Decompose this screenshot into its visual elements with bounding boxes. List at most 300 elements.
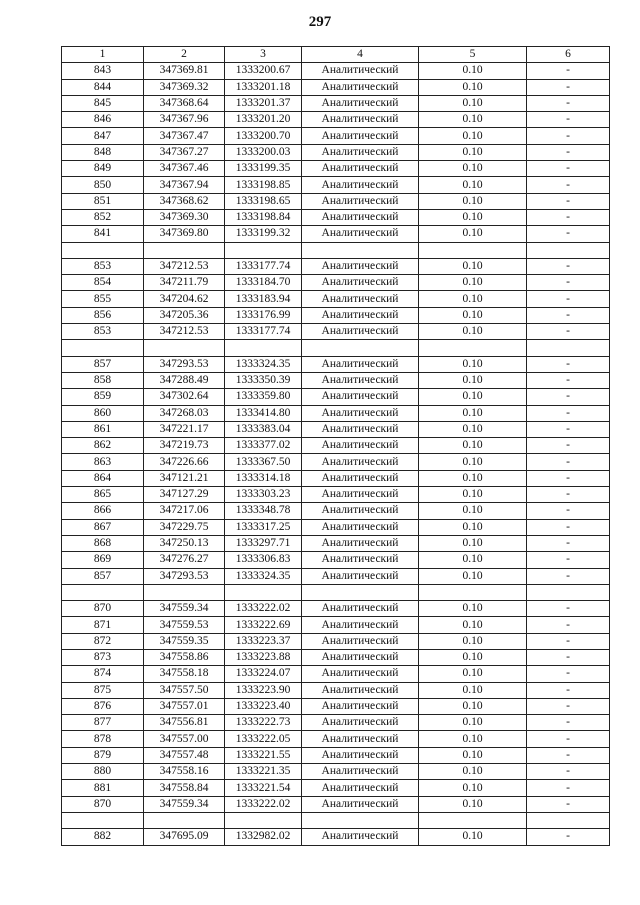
accuracy-cell: 0.10	[419, 291, 527, 307]
note-cell: -	[527, 128, 610, 144]
note-cell: -	[527, 112, 610, 128]
separator-row	[62, 812, 610, 828]
table-row	[62, 698, 610, 714]
column-header-6: 6	[527, 47, 610, 63]
table-row	[62, 112, 610, 128]
x-coordinate-cell: 347288.49	[144, 372, 225, 388]
x-coordinate-cell: 347558.86	[144, 649, 225, 665]
x-coordinate-cell: 347556.81	[144, 715, 225, 731]
table-row	[62, 535, 610, 551]
y-coordinate-cell: 1333201.20	[225, 112, 302, 128]
note-cell: -	[527, 177, 610, 193]
empty-cell	[144, 584, 225, 600]
note-cell: -	[527, 780, 610, 796]
table-row	[62, 715, 610, 731]
x-coordinate-cell: 347369.30	[144, 209, 225, 225]
note-cell: -	[527, 649, 610, 665]
point-number-cell: 853	[62, 258, 144, 274]
accuracy-cell: 0.10	[419, 128, 527, 144]
x-coordinate-cell: 347250.13	[144, 535, 225, 551]
empty-cell	[225, 242, 302, 258]
point-number-cell: 866	[62, 503, 144, 519]
note-cell: -	[527, 601, 610, 617]
accuracy-cell: 0.10	[419, 63, 527, 79]
accuracy-cell: 0.10	[419, 780, 527, 796]
column-header-2: 2	[144, 47, 225, 63]
table-row	[62, 780, 610, 796]
table-row	[62, 258, 610, 274]
accuracy-cell: 0.10	[419, 535, 527, 551]
note-cell: -	[527, 503, 610, 519]
note-cell: -	[527, 63, 610, 79]
point-number-cell: 870	[62, 601, 144, 617]
point-number-cell: 849	[62, 161, 144, 177]
point-number-cell: 857	[62, 356, 144, 372]
point-number-cell: 851	[62, 193, 144, 209]
y-coordinate-cell: 1333199.32	[225, 226, 302, 242]
accuracy-cell: 0.10	[419, 601, 527, 617]
table-row	[62, 503, 610, 519]
empty-cell	[225, 812, 302, 828]
y-coordinate-cell: 1333200.67	[225, 63, 302, 79]
method-cell: Аналитический	[302, 193, 419, 209]
point-number-cell: 876	[62, 698, 144, 714]
y-coordinate-cell: 1333224.07	[225, 666, 302, 682]
accuracy-cell: 0.10	[419, 405, 527, 421]
note-cell: -	[527, 764, 610, 780]
point-number-cell: 868	[62, 535, 144, 551]
accuracy-cell: 0.10	[419, 177, 527, 193]
empty-cell	[62, 584, 144, 600]
table-row	[62, 356, 610, 372]
y-coordinate-cell: 1333314.18	[225, 470, 302, 486]
y-coordinate-cell: 1333324.35	[225, 356, 302, 372]
method-cell: Аналитический	[302, 226, 419, 242]
accuracy-cell: 0.10	[419, 389, 527, 405]
method-cell: Аналитический	[302, 161, 419, 177]
table-row	[62, 666, 610, 682]
point-number-cell: 855	[62, 291, 144, 307]
method-cell: Аналитический	[302, 405, 419, 421]
note-cell: -	[527, 535, 610, 551]
point-number-cell: 879	[62, 747, 144, 763]
x-coordinate-cell: 347695.09	[144, 829, 225, 845]
y-coordinate-cell: 1333377.02	[225, 438, 302, 454]
method-cell: Аналитический	[302, 666, 419, 682]
x-coordinate-cell: 347268.03	[144, 405, 225, 421]
method-cell: Аналитический	[302, 829, 419, 845]
empty-cell	[302, 242, 419, 258]
point-number-cell: 870	[62, 796, 144, 812]
empty-cell	[302, 812, 419, 828]
accuracy-cell: 0.10	[419, 617, 527, 633]
table-row	[62, 307, 610, 323]
note-cell: -	[527, 275, 610, 291]
accuracy-cell: 0.10	[419, 552, 527, 568]
y-coordinate-cell: 1333348.78	[225, 503, 302, 519]
x-coordinate-cell: 347211.79	[144, 275, 225, 291]
accuracy-cell: 0.10	[419, 79, 527, 95]
x-coordinate-cell: 347369.32	[144, 79, 225, 95]
method-cell: Аналитический	[302, 487, 419, 503]
x-coordinate-cell: 347293.53	[144, 356, 225, 372]
accuracy-cell: 0.10	[419, 796, 527, 812]
y-coordinate-cell: 1333222.02	[225, 796, 302, 812]
x-coordinate-cell: 347559.53	[144, 617, 225, 633]
table-row	[62, 682, 610, 698]
accuracy-cell: 0.10	[419, 568, 527, 584]
table-row	[62, 438, 610, 454]
x-coordinate-cell: 347127.29	[144, 487, 225, 503]
empty-cell	[527, 340, 610, 356]
point-number-cell: 848	[62, 144, 144, 160]
method-cell: Аналитический	[302, 519, 419, 535]
empty-cell	[62, 340, 144, 356]
table-row	[62, 389, 610, 405]
empty-cell	[62, 242, 144, 258]
x-coordinate-cell: 347219.73	[144, 438, 225, 454]
y-coordinate-cell: 1333223.40	[225, 698, 302, 714]
method-cell: Аналитический	[302, 715, 419, 731]
note-cell: -	[527, 438, 610, 454]
y-coordinate-cell: 1333383.04	[225, 421, 302, 437]
note-cell: -	[527, 731, 610, 747]
method-cell: Аналитический	[302, 356, 419, 372]
point-number-cell: 843	[62, 63, 144, 79]
x-coordinate-cell: 347293.53	[144, 568, 225, 584]
y-coordinate-cell: 1333367.50	[225, 454, 302, 470]
method-cell: Аналитический	[302, 649, 419, 665]
y-coordinate-cell: 1333201.18	[225, 79, 302, 95]
y-coordinate-cell: 1333198.65	[225, 193, 302, 209]
note-cell: -	[527, 95, 610, 111]
accuracy-cell: 0.10	[419, 421, 527, 437]
x-coordinate-cell: 347559.35	[144, 633, 225, 649]
table-row	[62, 63, 610, 79]
point-number-cell: 857	[62, 568, 144, 584]
method-cell: Аналитический	[302, 389, 419, 405]
point-number-cell: 861	[62, 421, 144, 437]
note-cell: -	[527, 209, 610, 225]
note-cell: -	[527, 454, 610, 470]
x-coordinate-cell: 347367.46	[144, 161, 225, 177]
method-cell: Аналитический	[302, 372, 419, 388]
method-cell: Аналитический	[302, 731, 419, 747]
note-cell: -	[527, 715, 610, 731]
x-coordinate-cell: 347557.01	[144, 698, 225, 714]
method-cell: Аналитический	[302, 682, 419, 698]
table-row	[62, 324, 610, 340]
y-coordinate-cell: 1333222.02	[225, 601, 302, 617]
empty-cell	[527, 812, 610, 828]
method-cell: Аналитический	[302, 63, 419, 79]
point-number-cell: 864	[62, 470, 144, 486]
point-number-cell: 844	[62, 79, 144, 95]
method-cell: Аналитический	[302, 144, 419, 160]
point-number-cell: 846	[62, 112, 144, 128]
note-cell: -	[527, 552, 610, 568]
point-number-cell: 852	[62, 209, 144, 225]
point-number-cell: 856	[62, 307, 144, 323]
accuracy-cell: 0.10	[419, 209, 527, 225]
method-cell: Аналитический	[302, 780, 419, 796]
y-coordinate-cell: 1333222.69	[225, 617, 302, 633]
empty-cell	[62, 812, 144, 828]
method-cell: Аналитический	[302, 454, 419, 470]
empty-cell	[419, 242, 527, 258]
empty-cell	[225, 340, 302, 356]
empty-cell	[144, 340, 225, 356]
note-cell: -	[527, 666, 610, 682]
accuracy-cell: 0.10	[419, 487, 527, 503]
x-coordinate-cell: 347369.81	[144, 63, 225, 79]
x-coordinate-cell: 347212.53	[144, 258, 225, 274]
empty-cell	[419, 584, 527, 600]
y-coordinate-cell: 1333303.23	[225, 487, 302, 503]
empty-cell	[144, 242, 225, 258]
point-number-cell: 872	[62, 633, 144, 649]
note-cell: -	[527, 193, 610, 209]
method-cell: Аналитический	[302, 421, 419, 437]
table-row	[62, 144, 610, 160]
accuracy-cell: 0.10	[419, 307, 527, 323]
table-row	[62, 421, 610, 437]
x-coordinate-cell: 347302.64	[144, 389, 225, 405]
method-cell: Аналитический	[302, 470, 419, 486]
point-number-cell: 877	[62, 715, 144, 731]
y-coordinate-cell: 1333223.88	[225, 649, 302, 665]
table-row	[62, 193, 610, 209]
point-number-cell: 845	[62, 95, 144, 111]
point-number-cell: 858	[62, 372, 144, 388]
x-coordinate-cell: 347368.62	[144, 193, 225, 209]
x-coordinate-cell: 347367.96	[144, 112, 225, 128]
accuracy-cell: 0.10	[419, 698, 527, 714]
point-number-cell: 871	[62, 617, 144, 633]
x-coordinate-cell: 347217.06	[144, 503, 225, 519]
x-coordinate-cell: 347559.34	[144, 601, 225, 617]
note-cell: -	[527, 144, 610, 160]
empty-cell	[225, 584, 302, 600]
note-cell: -	[527, 747, 610, 763]
note-cell: -	[527, 389, 610, 405]
accuracy-cell: 0.10	[419, 633, 527, 649]
table-row	[62, 95, 610, 111]
x-coordinate-cell: 347559.34	[144, 796, 225, 812]
separator-row	[62, 584, 610, 600]
x-coordinate-cell: 347558.18	[144, 666, 225, 682]
accuracy-cell: 0.10	[419, 519, 527, 535]
y-coordinate-cell: 1333198.84	[225, 209, 302, 225]
table-row	[62, 764, 610, 780]
table-row	[62, 470, 610, 486]
point-number-cell: 847	[62, 128, 144, 144]
x-coordinate-cell: 347204.62	[144, 291, 225, 307]
y-coordinate-cell: 1333200.70	[225, 128, 302, 144]
y-coordinate-cell: 1333223.37	[225, 633, 302, 649]
method-cell: Аналитический	[302, 177, 419, 193]
note-cell: -	[527, 487, 610, 503]
point-number-cell: 875	[62, 682, 144, 698]
point-number-cell: 865	[62, 487, 144, 503]
accuracy-cell: 0.10	[419, 829, 527, 845]
method-cell: Аналитический	[302, 633, 419, 649]
table-row	[62, 552, 610, 568]
accuracy-cell: 0.10	[419, 226, 527, 242]
method-cell: Аналитический	[302, 291, 419, 307]
table-row	[62, 617, 610, 633]
y-coordinate-cell: 1333176.99	[225, 307, 302, 323]
x-coordinate-cell: 347226.66	[144, 454, 225, 470]
y-coordinate-cell: 1333221.35	[225, 764, 302, 780]
x-coordinate-cell: 347229.75	[144, 519, 225, 535]
x-coordinate-cell: 347205.36	[144, 307, 225, 323]
x-coordinate-cell: 347368.64	[144, 95, 225, 111]
table-row	[62, 747, 610, 763]
column-header-4: 4	[302, 47, 419, 63]
point-number-cell: 863	[62, 454, 144, 470]
method-cell: Аналитический	[302, 307, 419, 323]
point-number-cell: 874	[62, 666, 144, 682]
note-cell: -	[527, 291, 610, 307]
note-cell: -	[527, 79, 610, 95]
table-row	[62, 209, 610, 225]
point-number-cell: 853	[62, 324, 144, 340]
note-cell: -	[527, 617, 610, 633]
column-header-1: 1	[62, 47, 144, 63]
table-row	[62, 291, 610, 307]
y-coordinate-cell: 1333414.80	[225, 405, 302, 421]
point-number-cell: 850	[62, 177, 144, 193]
x-coordinate-cell: 347557.00	[144, 731, 225, 747]
table-row	[62, 161, 610, 177]
note-cell: -	[527, 372, 610, 388]
point-number-cell: 869	[62, 552, 144, 568]
note-cell: -	[527, 633, 610, 649]
method-cell: Аналитический	[302, 275, 419, 291]
empty-cell	[302, 340, 419, 356]
note-cell: -	[527, 226, 610, 242]
method-cell: Аналитический	[302, 503, 419, 519]
accuracy-cell: 0.10	[419, 324, 527, 340]
accuracy-cell: 0.10	[419, 731, 527, 747]
x-coordinate-cell: 347558.84	[144, 780, 225, 796]
note-cell: -	[527, 307, 610, 323]
note-cell: -	[527, 682, 610, 698]
x-coordinate-cell: 347557.48	[144, 747, 225, 763]
table-row	[62, 487, 610, 503]
point-number-cell: 862	[62, 438, 144, 454]
accuracy-cell: 0.10	[419, 161, 527, 177]
table-row	[62, 177, 610, 193]
method-cell: Аналитический	[302, 698, 419, 714]
y-coordinate-cell: 1333359.80	[225, 389, 302, 405]
note-cell: -	[527, 421, 610, 437]
point-number-cell: 867	[62, 519, 144, 535]
x-coordinate-cell: 347221.17	[144, 421, 225, 437]
table-row	[62, 649, 610, 665]
accuracy-cell: 0.10	[419, 503, 527, 519]
accuracy-cell: 0.10	[419, 454, 527, 470]
y-coordinate-cell: 1333222.73	[225, 715, 302, 731]
point-number-cell: 859	[62, 389, 144, 405]
y-coordinate-cell: 1332982.02	[225, 829, 302, 845]
table-body	[62, 63, 610, 845]
x-coordinate-cell: 347276.27	[144, 552, 225, 568]
note-cell: -	[527, 829, 610, 845]
empty-cell	[419, 812, 527, 828]
y-coordinate-cell: 1333317.25	[225, 519, 302, 535]
method-cell: Аналитический	[302, 568, 419, 584]
table-row	[62, 275, 610, 291]
accuracy-cell: 0.10	[419, 438, 527, 454]
method-cell: Аналитический	[302, 112, 419, 128]
method-cell: Аналитический	[302, 535, 419, 551]
empty-cell	[302, 584, 419, 600]
point-number-cell: 860	[62, 405, 144, 421]
accuracy-cell: 0.10	[419, 682, 527, 698]
page-number: 297	[308, 14, 332, 30]
y-coordinate-cell: 1333198.85	[225, 177, 302, 193]
point-number-cell: 882	[62, 829, 144, 845]
note-cell: -	[527, 519, 610, 535]
x-coordinate-cell: 347367.94	[144, 177, 225, 193]
point-number-cell: 881	[62, 780, 144, 796]
table-row	[62, 226, 610, 242]
table-row	[62, 372, 610, 388]
separator-row	[62, 242, 610, 258]
method-cell: Аналитический	[302, 258, 419, 274]
method-cell: Аналитический	[302, 438, 419, 454]
method-cell: Аналитический	[302, 128, 419, 144]
accuracy-cell: 0.10	[419, 95, 527, 111]
table-row	[62, 796, 610, 812]
coordinates-table	[61, 46, 610, 846]
y-coordinate-cell: 1333221.55	[225, 747, 302, 763]
accuracy-cell: 0.10	[419, 470, 527, 486]
y-coordinate-cell: 1333177.74	[225, 324, 302, 340]
note-cell: -	[527, 568, 610, 584]
method-cell: Аналитический	[302, 552, 419, 568]
table-row	[62, 405, 610, 421]
note-cell: -	[527, 324, 610, 340]
separator-row	[62, 340, 610, 356]
empty-cell	[527, 242, 610, 258]
method-cell: Аналитический	[302, 209, 419, 225]
note-cell: -	[527, 796, 610, 812]
accuracy-cell: 0.10	[419, 649, 527, 665]
accuracy-cell: 0.10	[419, 356, 527, 372]
note-cell: -	[527, 356, 610, 372]
method-cell: Аналитический	[302, 95, 419, 111]
note-cell: -	[527, 405, 610, 421]
method-cell: Аналитический	[302, 617, 419, 633]
accuracy-cell: 0.10	[419, 144, 527, 160]
y-coordinate-cell: 1333306.83	[225, 552, 302, 568]
y-coordinate-cell: 1333222.05	[225, 731, 302, 747]
accuracy-cell: 0.10	[419, 666, 527, 682]
x-coordinate-cell: 347367.27	[144, 144, 225, 160]
table-row	[62, 601, 610, 617]
table-row	[62, 519, 610, 535]
empty-cell	[419, 340, 527, 356]
method-cell: Аналитический	[302, 796, 419, 812]
accuracy-cell: 0.10	[419, 715, 527, 731]
y-coordinate-cell: 1333184.70	[225, 275, 302, 291]
y-coordinate-cell: 1333183.94	[225, 291, 302, 307]
x-coordinate-cell: 347121.21	[144, 470, 225, 486]
point-number-cell: 873	[62, 649, 144, 665]
